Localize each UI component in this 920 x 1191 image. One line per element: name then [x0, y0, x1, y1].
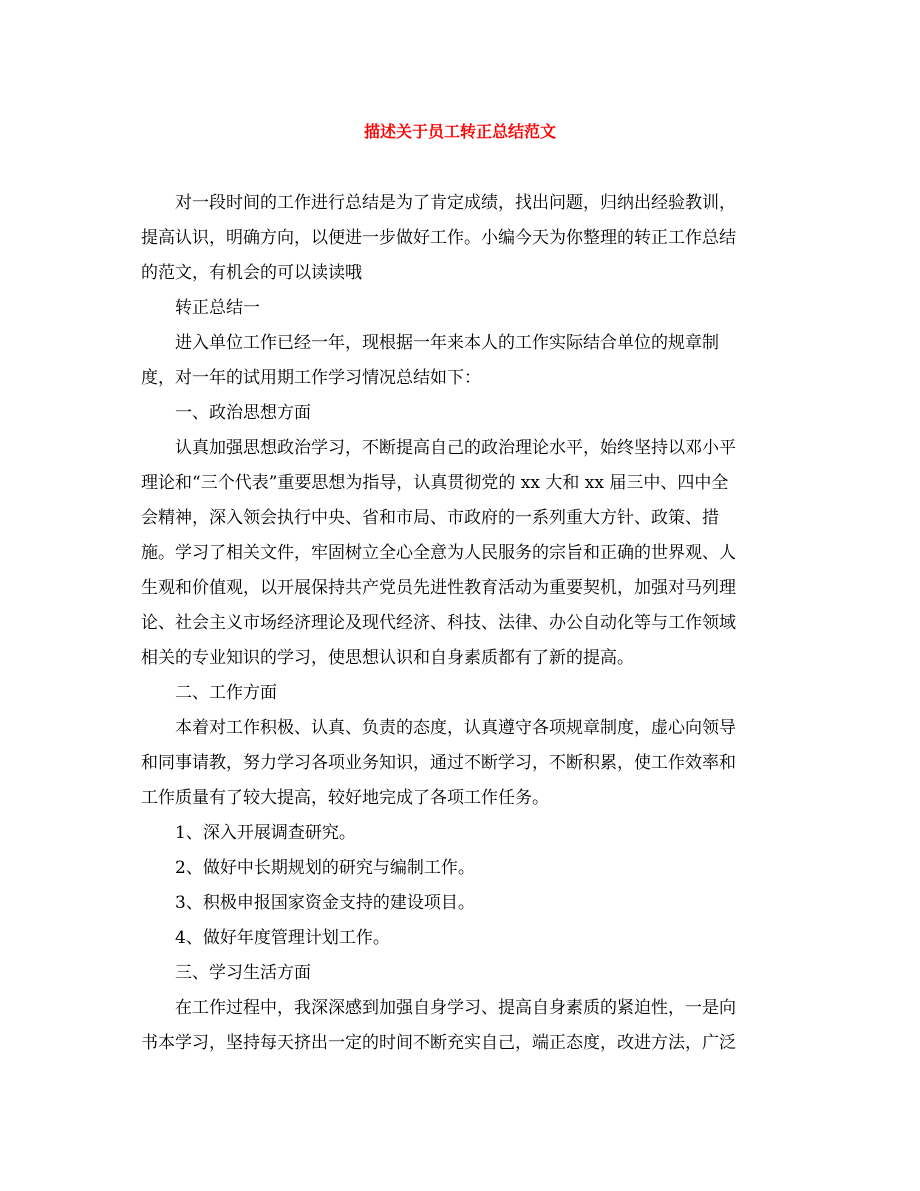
document-title: 描述关于员工转正总结范文 [363, 122, 556, 141]
text-line: 3、积极申报国家资金支持的建设项目。 [175, 893, 475, 913]
text-line: 转正总结一 [175, 298, 260, 318]
text-line: 会精神，深入领会执行中央、省和市局、市政府的一系列重大方针、政策、措 [141, 508, 719, 528]
document-body [141, 186, 775, 1061]
text-line: 三、学习生活方面 [175, 963, 311, 983]
text-line: 工作质量有了较大提高，较好地完成了各项工作任务。 [141, 788, 549, 808]
text-line: 的范文，有机会的可以读读哦 [141, 263, 362, 283]
text-line: 4、做好年度管理计划工作。 [175, 928, 390, 948]
text-line: 认真加强思想政治学习，不断提高自己的政治理论水平，始终坚持以邓小平 [175, 438, 736, 458]
text-line: 对一段时间的工作进行总结是为了肯定成绩，找出问题，归纳出经验教训， [175, 193, 736, 213]
text-line: 提高认识，明确方向，以便进一步做好工作。小编今天为你整理的转正工作总结 [141, 228, 736, 248]
text-line: 度，对一年的试用期工作学习情况总结如下： [141, 368, 481, 388]
text-line: 本着对工作积极、认真、负责的态度，认真遵守各项规章制度，虚心向领导 [175, 718, 736, 738]
text-line: 一、政治思想方面 [175, 403, 311, 423]
text-line: 2、做好中长期规划的研究与编制工作。 [175, 858, 475, 878]
text-line: 施。学习了相关文件，牢固树立全心全意为人民服务的宗旨和正确的世界观、人 [141, 543, 736, 563]
text-line: 生观和价值观，以开展保持共产党员先进性教育活动为重要契机，加强对马列理 [141, 578, 736, 598]
text-line: 在工作过程中，我深深感到加强自身学习、提高自身素质的紧迫性，一是向 [175, 998, 736, 1018]
text-line: 1、深入开展调查研究。 [175, 823, 356, 843]
text-line: 理论和“三个代表”重要思想为指导，认真贯彻党的 xx 大和 xx 届三中、四中全 [141, 473, 729, 493]
text-line: 和同事请教，努力学习各项业务知识，通过不断学习，不断积累，使工作效率和 [141, 753, 736, 773]
text-line: 相关的专业知识的学习，使思想认识和自身素质都有了新的提高。 [141, 648, 634, 668]
text-line: 论、社会主义市场经济理论及现代经济、科技、法律、办公自动化等与工作领域 [141, 613, 736, 633]
text-line: 进入单位工作已经一年，现根据一年来本人的工作实际结合单位的规章制 [175, 333, 719, 353]
text-line: 书本学习，坚持每天挤出一定的时间不断充实自己，端正态度，改进方法，广泛 [141, 1033, 736, 1053]
text-line: 二、工作方面 [175, 683, 277, 703]
